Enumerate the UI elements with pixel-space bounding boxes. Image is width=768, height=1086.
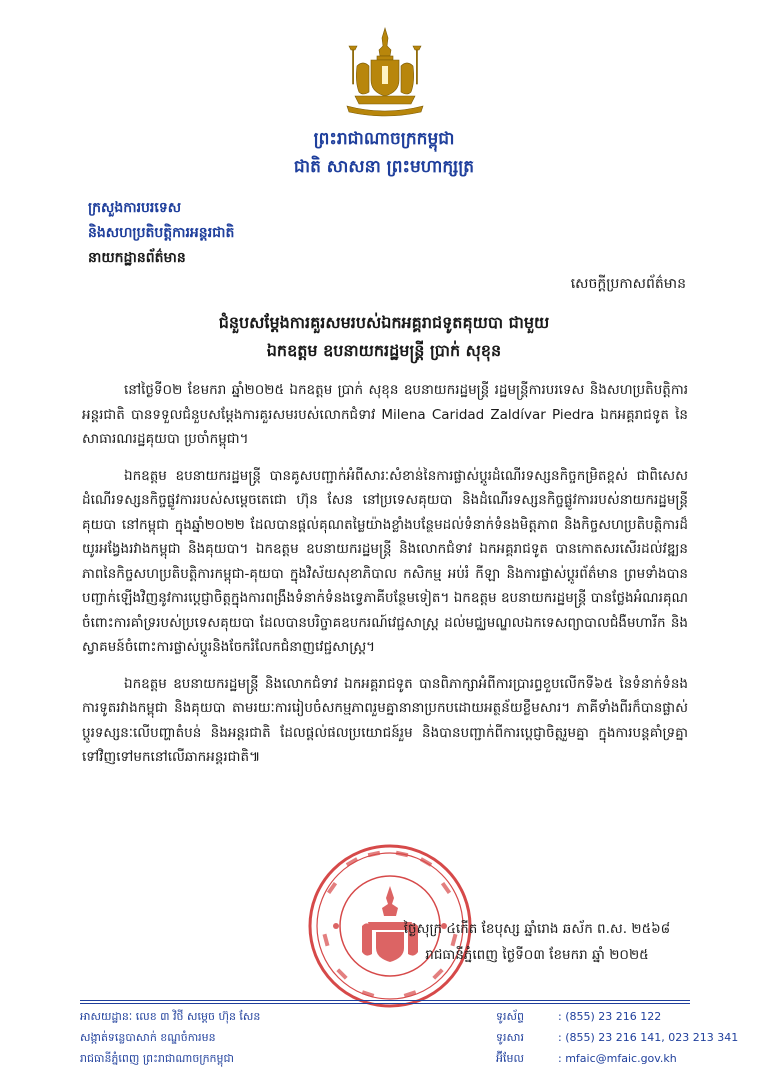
email-row bbox=[496, 1048, 756, 1069]
body-paragraph-1: នៅថ្ងៃទី០២ ខែមករា ឆ្នាំ២០២៥ ឯកឧត្តម ប្រាក់ សុខុន ឧបនាយករដ្ឋមន្ត្រី រដ្ឋមន្ត្រីការបរទេស និងសហប្រតិបត្តិការអន្តរជាតិ បានទទួលជំនួបសម្តែងការគួរសមរបស់លោកជំទាវ Milena Caridad Zaldívar Piedra ឯកអគ្គរាជទូត នៃសាធារណរដ្ឋគុយបា ប្រចាំកម្ពុជា។ bbox=[82, 382, 688, 447]
kingdom-motto: ជាតិ សាសនា ព្រះមហាក្សត្រ bbox=[293, 157, 475, 177]
body-paragraph-2: ឯកឧត្តម ឧបនាយករដ្ឋមន្ត្រី បានគូសបញ្ជាក់អំពីសារៈសំខាន់នៃការផ្លាស់ប្តូរដំណើរទស្សនកិច្ចកម្រិតខ្ពស់ ជាពិសេសដំណើរទស្សនកិច្ចផ្លូវការរបស់សម្តេចតេជោ ហ៊ុន សែន នៅប្រទេសគុយបា និងដំណើរទស្សនកិច្ចផ្លូវការរបស់នាយករដ្ឋមន្ត្រីគុយបា នៅកម្ពុជា ក្នុងឆ្នាំ២០២២ ដែលបានផ្តល់គុណតម្លៃយ៉ាងខ្លាំងបន្ថែមដល់ទំនាក់ទំនងមិត្តភាព និងកិច្ចសហប្រតិបត្តិការដ៏យូរអង្វែងរវាងកម្ពុជា និងគុយបា។ ឯកឧត្តម ឧបនាយករដ្ឋមន្ត្រី និងលោកជំទាវ ឯកអគ្គរាជទូត បានកោតសរសើរដល់វឌ្ឍនភាពនៃកិច្ចសហប្រតិបត្តិការកម្ពុជា-គុយបា ក្នុងវិស័យសុខាភិបាល កសិកម្ម អប់រំ កីឡា និងការផ្លាស់ប្តូរព័ត៌មាន ព្រមទាំងបានបញ្ជាក់ឡើងវិញនូវការប្តេជ្ញាចិត្តក្នុងការពង្រឹងទំនាក់ទំនងទ្វេភាគីបន្ថែមទៀត។ ឯកឧត្តម ឧបនាយករដ្ឋមន្ត្រី បានថ្លែងអំណរគុណចំពោះការគាំទ្ររបស់ប្រទេសគុយបា ដែលបានបរិច្ចាគឧបករណ៍វេជ្ជសាស្ត្រ ដល់មជ្ឈមណ្ឌលឯកទេសព្យាបាលជំងឺមហារីក និងស្វាគមន៍ចំពោះការផ្លាស់ប្តូរនិងចែករំលែកជំនាញវេជ្ជសាស្ត្រ។ bbox=[82, 467, 688, 655]
date-block bbox=[372, 916, 702, 968]
phone-value: : (855) 23 216 122 bbox=[558, 1010, 662, 1023]
press-release-body bbox=[82, 378, 688, 782]
address-line-3: រាជធានីភ្នំពេញ ព្រះរាជាណាចក្រកម្ពុជា bbox=[80, 1052, 234, 1065]
email-label: អ៊ីមែល bbox=[496, 1052, 524, 1065]
lunar-date: ថ្ងៃសុក្រ ៤កើត ខែបុស្ស ឆ្នាំរោង ឆស័ក ព.ស. ២៥៦៨ bbox=[403, 921, 671, 937]
press-release-label: សេចក្តីប្រកាសព័ត៌មាន bbox=[570, 276, 686, 292]
email-value: : mfaic@mfaic.gov.kh bbox=[558, 1052, 677, 1065]
footer-divider-secondary bbox=[80, 1003, 690, 1004]
ministry-block bbox=[88, 196, 308, 271]
headline-line2: ឯកឧត្តម ឧបនាយករដ្ឋមន្ត្រី ប្រាក់ សុខុន bbox=[266, 341, 502, 360]
kingdom-title: ព្រះរាជាណាចក្រកម្ពុជា bbox=[313, 129, 455, 149]
royal-arms-emblem-icon bbox=[335, 26, 435, 118]
phone-row bbox=[496, 1006, 756, 1027]
footer-divider bbox=[80, 1000, 690, 1001]
solar-date: រាជធានីភ្នំពេញ ថ្ងៃទី០៣ ខែមករា ឆ្នាំ ២០២៥ bbox=[425, 947, 649, 963]
headline-line1: ជំនួបសម្តែងការគួរសមរបស់ឯកអគ្គរាជទូតគុយបា ជាមួយ bbox=[218, 313, 550, 332]
footer-address bbox=[80, 1006, 420, 1069]
department-name: នាយកដ្ឋានព័ត៌មាន bbox=[88, 250, 186, 266]
phone-label: ទូរស័ព្ទ bbox=[496, 1010, 524, 1023]
body-paragraph-3: ឯកឧត្តម ឧបនាយករដ្ឋមន្ត្រី និងលោកជំទាវ ឯកអគ្គរាជទូត បានពិភាក្សាអំពីការប្រារព្ធខួបលើកទី៦៥ នៃទំនាក់ទំនងការទូតរវាងកម្ពុជា និងគុយបា តាមរយៈការរៀបចំសកម្មភាពរួមគ្នានានាប្រកបដោយអត្ថន័យខ្លឹមសារ។ ភាគីទាំងពីរក៏បានផ្លាស់ប្តូរទស្សនៈលើបញ្ហាតំបន់ និងអន្តរជាតិ ដែលផ្តល់ផលប្រយោជន៍រួម និងបានបញ្ជាក់ពីការប្តេជ្ញាចិត្តរួមគ្នា ក្នុងការបន្តគាំទ្រគ្នាទៅវិញទៅមកនៅលើឆាកអន្តរជាតិ៕ bbox=[82, 675, 688, 765]
footer-contacts bbox=[496, 1006, 756, 1069]
address-line-2: សង្កាត់ទន្លេបាសាក់ ខណ្ឌចំការមន bbox=[80, 1031, 216, 1044]
fax-label: ទូរសារ bbox=[496, 1031, 524, 1044]
ministry-name-line1: ក្រសួងការបរទេស bbox=[88, 200, 182, 216]
fax-value: : (855) 23 216 141, 023 213 341 bbox=[558, 1031, 739, 1044]
address-line-1: អាសយដ្ឋានៈ លេខ ៣ វិថី សម្តេច ហ៊ុន សែន bbox=[80, 1010, 261, 1023]
fax-row bbox=[496, 1027, 756, 1048]
ministry-name-line2: និងសហប្រតិបត្តិការអន្តរជាតិ bbox=[88, 225, 235, 241]
